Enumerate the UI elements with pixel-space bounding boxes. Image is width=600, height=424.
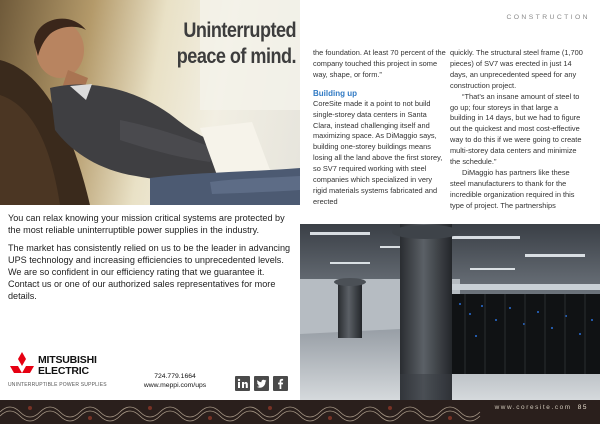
contact-url[interactable]: www.meppi.com/ups <box>143 382 207 389</box>
article-paragraph: CoreSite made it a point to not build single-storey data centers in Santa Clara, instead challenging itself and maximizing space. As DiMaggio says, building one-storey buildings means losing all the land above the first storey, so SV7 required working with steel companies which specialized in very rigid materials systems fabricated and erected <box>313 98 443 206</box>
article-paragraph: the foundation. At least 70 percent of the company touched this project in some way, shape, or form.” <box>313 48 446 79</box>
relaxing-man-photo <box>0 0 300 205</box>
article-column-2 <box>450 48 584 212</box>
headline-line-1: Uninterrupted <box>183 19 296 42</box>
article-paragraph: quickly. The structural steel frame (1,700 pieces) of SV7 was erected in just 14 days, an unprecedented speed for any construction project. <box>450 48 583 90</box>
linkedin-icon[interactable] <box>235 376 250 391</box>
article-paragraph: DiMaggio has partners like these steel manufacturers to thank for the incredible organization required in this type of project. The partnerships <box>450 167 575 210</box>
three-diamonds-icon <box>8 352 36 378</box>
mitsubishi-electric-logo <box>8 352 118 388</box>
logo-name-line-1: MITSUBISHI <box>38 354 97 366</box>
data-center-illustration <box>300 224 600 400</box>
logo-name-line-2: ELECTRIC <box>38 365 89 377</box>
article-subhead: Building up <box>313 88 357 98</box>
section-label: CONSTRUCTION <box>506 14 590 21</box>
logo-tagline: UNINTERRUPTIBLE POWER SUPPLIES <box>8 382 107 388</box>
contact-phone[interactable]: 724.779.1664 <box>154 373 196 380</box>
contact-info <box>130 372 220 390</box>
logo-wordmark <box>38 355 97 377</box>
data-center-photo <box>300 224 600 400</box>
facebook-icon[interactable] <box>273 376 288 391</box>
article-footer <box>495 404 588 411</box>
article-paragraph: “That’s an insane amount of steel to go up; four storeys in that large a building in 14 days, but we had to figure out the quickest and most cost-effective way to do this if we were going to create multi-storey data centers and minimize the schedule.” <box>450 91 582 167</box>
twitter-icon[interactable] <box>254 376 269 391</box>
page-number: 85 <box>577 404 588 411</box>
footer-url[interactable]: www.coresite.com <box>494 404 572 411</box>
ad-intro-text: You can relax knowing your mission critical systems are protected by the most reliable uninterruptible power supplies in the industry. <box>8 213 285 235</box>
headline-line-2: peace of mind. <box>176 45 296 68</box>
ad-body-text: The market has consistently relied on us to be the leader in advancing UPS technology and increasing efficiencies to unprecedented levels. We are so confident in our efficiency rating that we guarantee it. Contact us or one of our authorized sales representatives for more details. <box>8 243 291 301</box>
article-column-1 <box>313 48 447 208</box>
ad-headline <box>170 18 296 70</box>
